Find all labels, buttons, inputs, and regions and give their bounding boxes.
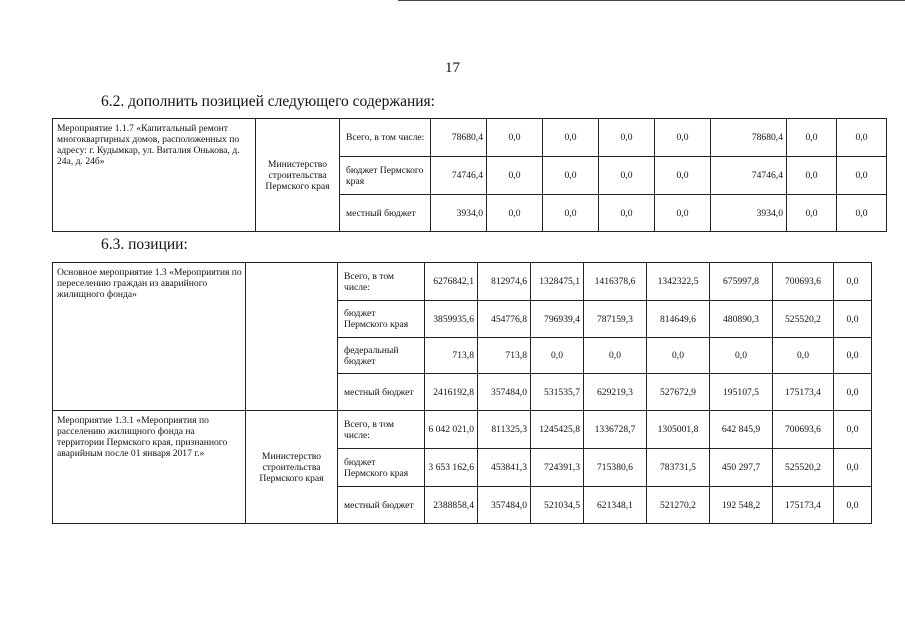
value-year: 525520,2 — [773, 301, 834, 338]
value-year: 812974,6 — [478, 263, 531, 301]
value-year: 0,0 — [655, 119, 711, 157]
funding-source: бюджет Пермского края — [338, 301, 425, 338]
value-year: 0,0 — [834, 338, 872, 374]
value-year: 0,0 — [834, 263, 872, 301]
funding-source: федеральный бюджет — [338, 338, 425, 374]
table-row — [53, 119, 887, 157]
value-year: 1342322,5 — [647, 263, 710, 301]
measure-description: Мероприятие 1.1.7 «Капитальный ремонт многоквартирных домов, расположенных по адресу: г. Кудымкар, ул. Виталия Онькова, д. 24а, д. 24б» — [53, 119, 256, 232]
table-row — [53, 411, 872, 449]
value-year: 1328475,1 — [531, 263, 584, 301]
value-year: 450 297,7 — [710, 449, 773, 487]
value-year: 700693,6 — [773, 263, 834, 301]
value-year: 700693,6 — [773, 411, 834, 449]
funding-source: бюджет Пермского края — [338, 449, 425, 487]
value-year: 796939,4 — [531, 301, 584, 338]
value-year: 0,0 — [531, 338, 584, 374]
value-year: 0,0 — [837, 195, 887, 232]
value-year: 0,0 — [834, 374, 872, 411]
responsible-executor — [246, 263, 338, 411]
value-year: 175173,4 — [773, 374, 834, 411]
value-year: 0,0 — [834, 411, 872, 449]
value-year: 0,0 — [787, 157, 837, 195]
value-year: 0,0 — [487, 157, 543, 195]
value-year: 3934,0 — [711, 195, 787, 232]
value-year: 531535,7 — [531, 374, 584, 411]
value-year: 787159,3 — [584, 301, 647, 338]
value-year: 0,0 — [787, 119, 837, 157]
funding-source: местный бюджет — [340, 195, 431, 232]
value-year: 78680,4 — [711, 119, 787, 157]
value-year: 175173,4 — [773, 487, 834, 524]
value-year: 0,0 — [543, 195, 599, 232]
value-year: 357484,0 — [478, 374, 531, 411]
value-year: 0,0 — [647, 338, 710, 374]
value-year: 0,0 — [834, 449, 872, 487]
value-year: 525520,2 — [773, 449, 834, 487]
value-year: 675997,8 — [710, 263, 773, 301]
value-year: 0,0 — [543, 119, 599, 157]
funding-source: Всего, в том числе: — [340, 119, 431, 157]
section-heading-6-3: 6.3. позиции: — [101, 236, 188, 253]
value-year: 1245425,8 — [531, 411, 584, 449]
funding-source: бюджет Пермского края — [340, 157, 431, 195]
value-year: 0,0 — [834, 487, 872, 524]
value-total: 2388858,4 — [425, 487, 478, 524]
value-year: 0,0 — [787, 195, 837, 232]
value-year: 783731,5 — [647, 449, 710, 487]
table-row — [53, 263, 872, 301]
value-year: 0,0 — [487, 119, 543, 157]
table-6-2 — [52, 118, 887, 232]
value-year: 724391,3 — [531, 449, 584, 487]
value-year: 642 845,9 — [710, 411, 773, 449]
value-year: 811325,3 — [478, 411, 531, 449]
value-year: 629219,3 — [584, 374, 647, 411]
value-year: 527672,9 — [647, 374, 710, 411]
value-year: 74746,4 — [711, 157, 787, 195]
value-year: 0,0 — [834, 301, 872, 338]
value-total: 3934,0 — [431, 195, 487, 232]
funding-source: Всего, в том числе: — [338, 411, 425, 449]
value-total: 6276842,1 — [425, 263, 478, 301]
value-year: 480890,3 — [710, 301, 773, 338]
value-year: 0,0 — [837, 119, 887, 157]
measure-description: Мероприятие 1.3.1 «Мероприятия по расселению жилищного фонда на территории Пермского края, признанного аварийным после 01 января 2017 г.» — [53, 411, 246, 524]
funding-source: местный бюджет — [338, 487, 425, 524]
value-year: 0,0 — [655, 157, 711, 195]
value-year: 0,0 — [773, 338, 834, 374]
responsible-executor: Министерство строительства Пермского края — [256, 119, 340, 232]
value-year: 0,0 — [710, 338, 773, 374]
value-year: 453841,3 — [478, 449, 531, 487]
value-year: 521270,2 — [647, 487, 710, 524]
page-number: 17 — [445, 60, 460, 76]
value-year: 0,0 — [655, 195, 711, 232]
value-year: 0,0 — [599, 119, 655, 157]
value-year: 0,0 — [487, 195, 543, 232]
value-total: 713,8 — [425, 338, 478, 374]
value-total: 2416192,8 — [425, 374, 478, 411]
value-year: 521034,5 — [531, 487, 584, 524]
value-total: 74746,4 — [431, 157, 487, 195]
value-year: 621348,1 — [584, 487, 647, 524]
value-year: 357484,0 — [478, 487, 531, 524]
value-total: 6 042 021,0 — [425, 411, 478, 449]
responsible-executor: Министерство строительства Пермского края — [246, 411, 338, 524]
value-year: 1305001,8 — [647, 411, 710, 449]
value-total: 3 653 162,6 — [425, 449, 478, 487]
value-year: 1336728,7 — [584, 411, 647, 449]
value-year: 192 548,2 — [710, 487, 773, 524]
value-total: 3859935,6 — [425, 301, 478, 338]
top-rule — [398, 0, 905, 1]
value-year: 0,0 — [599, 157, 655, 195]
value-year: 814649,6 — [647, 301, 710, 338]
value-year: 1416378,6 — [584, 263, 647, 301]
value-year: 715380,6 — [584, 449, 647, 487]
value-year: 0,0 — [543, 157, 599, 195]
section-heading-6-2: 6.2. дополнить позицией следующего содержания: — [101, 93, 435, 110]
funding-source: Всего, в том числе: — [338, 263, 425, 301]
value-year: 454776,8 — [478, 301, 531, 338]
value-year: 0,0 — [837, 157, 887, 195]
funding-source: местный бюджет — [338, 374, 425, 411]
value-year: 195107,5 — [710, 374, 773, 411]
measure-description: Основное мероприятие 1.3 «Мероприятия по переселению граждан из аварийного жилищного фонда» — [53, 263, 246, 411]
value-total: 78680,4 — [431, 119, 487, 157]
value-year: 713,8 — [478, 338, 531, 374]
value-year: 0,0 — [599, 195, 655, 232]
table-6-3 — [52, 262, 872, 524]
value-year: 0,0 — [584, 338, 647, 374]
